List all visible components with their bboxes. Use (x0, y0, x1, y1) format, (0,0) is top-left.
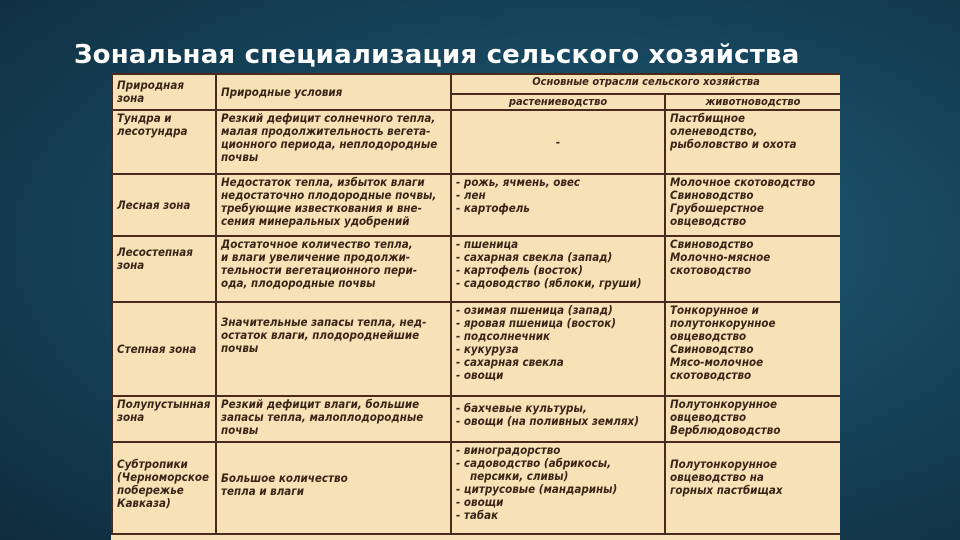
zone-cell (112, 174, 216, 236)
livestock-line: овцеводство на (670, 470, 764, 484)
crop-item: - яровая пшеница (восток) (456, 317, 660, 330)
crop-item: - рожь, ячмень, овес (456, 176, 660, 189)
conditions-line: Резкий дефицит солнечного тепла, (221, 111, 436, 125)
crop-item: - цитрусовые (мандарины) (456, 483, 660, 496)
conditions-line: недостаточно плодородные почвы, (221, 188, 437, 202)
zone-line: зона (117, 410, 145, 424)
crop-item: - пшеница (456, 238, 660, 251)
conditions-line: тепла и влаги (221, 484, 304, 498)
livestock-cell (665, 174, 840, 236)
zone-line: Лесостепная (117, 245, 193, 259)
zone-line: Кавказа) (117, 496, 171, 510)
conditions-cell (216, 396, 451, 442)
conditions-line: остаток влаги, плодороднейшие (221, 328, 420, 342)
livestock-line: овцеводство (670, 214, 747, 228)
header-branches: Основные отрасли сельского хозяйства (451, 74, 840, 94)
crop-item: - садоводство (яблоки, груши) (456, 277, 660, 290)
crop-item: - озимая пшеница (запад) (456, 304, 660, 317)
header-conditions: Природные условия (216, 74, 451, 110)
livestock-line: рыболовство и охота (670, 137, 797, 151)
zone-line: Полупустынная (117, 397, 211, 411)
zone-line: (Черноморское (117, 470, 210, 484)
conditions-cell (216, 442, 451, 534)
livestock-cell (665, 442, 840, 534)
livestock-line: Мясо-молочное (670, 355, 764, 369)
conditions-line: Достаточное количество тепла, (221, 237, 413, 251)
header-livestock: животноводство (665, 94, 840, 110)
zone-line: Субтропики (117, 457, 188, 471)
zone-line: зона (117, 258, 145, 272)
livestock-line: оленеводство, (670, 124, 758, 138)
livestock-line: Полутонкорунное (670, 457, 778, 471)
conditions-cell (216, 110, 451, 174)
crop-item: - подсолнечник (456, 330, 660, 343)
header-zone-line: зона (117, 91, 145, 105)
conditions-cell (216, 236, 451, 302)
conditions-line: требующие известкования и вне- (221, 201, 422, 215)
slide-title: Зональная специализация сельского хозяйства (74, 40, 800, 70)
crop-item: - картофель (456, 202, 660, 215)
crops-cell (451, 302, 665, 396)
zone-line: Лесная зона (117, 197, 191, 212)
livestock-line: горных пастбищах (670, 483, 783, 497)
table-row (112, 442, 840, 534)
conditions-line: малая продолжительность вегета- (221, 124, 431, 138)
conditions-line: ционного периода, неплодородные (221, 137, 438, 151)
crops-cell: - (451, 110, 665, 174)
table-row (112, 110, 840, 174)
zone-cell (112, 396, 216, 442)
crops-cell (451, 442, 665, 534)
conditions-line: ода, плодородные почвы (221, 276, 376, 290)
crop-item: - садоводство (абрикосы, (456, 457, 660, 470)
table-row (112, 174, 840, 236)
livestock-line: скотоводство (670, 263, 752, 277)
livestock-line: овцеводство (670, 329, 747, 343)
crop-item: - сахарная свекла (456, 356, 660, 369)
conditions-cell (216, 302, 451, 396)
crop-item: - виноградорство (456, 444, 660, 457)
conditions-line: почвы (221, 341, 259, 355)
header-zone-line: Природная (117, 78, 184, 92)
zone-line: лесотундра (117, 124, 188, 138)
livestock-line: Полутонкорунное (670, 397, 778, 411)
conditions-line: Недостаток тепла, избыток влаги (221, 175, 425, 189)
livestock-cell (665, 236, 840, 302)
livestock-line: полутонкорунное (670, 316, 776, 330)
crops-cell (451, 236, 665, 302)
zone-cell (112, 236, 216, 302)
zone-line: Степная зона (117, 341, 197, 356)
livestock-line: Верблюдоводство (670, 423, 781, 437)
conditions-line: запасы тепла, малоплодородные (221, 410, 424, 424)
livestock-cell (665, 110, 840, 174)
crop-item: - бахчевые культуры, (456, 402, 660, 415)
header-crops: растениеводство (451, 94, 665, 110)
conditions-line: сения минеральных удобрений (221, 214, 410, 228)
zone-cell (112, 302, 216, 396)
crops-cell (451, 174, 665, 236)
livestock-line: Молочное скотоводство (670, 175, 816, 189)
crop-item: - сахарная свекла (запад) (456, 251, 660, 264)
crop-item: - овощи (456, 369, 660, 382)
conditions-line: тельности вегетационного пери- (221, 263, 418, 277)
table-row (112, 396, 840, 442)
crop-item: - овощи (456, 496, 660, 509)
conditions-line: Большое количество (221, 471, 348, 485)
crop-item: - овощи (на поливных землях) (456, 415, 660, 428)
livestock-line: Молочно-мясное (670, 250, 771, 264)
zone-cell (112, 442, 216, 534)
header-zone (112, 74, 216, 110)
specialization-table (111, 73, 840, 535)
livestock-line: скотоводство (670, 368, 752, 382)
livestock-line: Свиноводство (670, 188, 754, 202)
conditions-line: Резкий дефицит влаги, большие (221, 397, 420, 411)
table-row (112, 236, 840, 302)
crop-item: - табак (456, 509, 660, 522)
conditions-line: почвы (221, 423, 259, 437)
zone-cell (112, 110, 216, 174)
specialization-table-container (111, 73, 840, 540)
conditions-cell (216, 174, 451, 236)
conditions-line: Значительные запасы тепла, нед- (221, 315, 427, 329)
zone-line: побережье (117, 483, 184, 497)
livestock-line: Грубошерстное (670, 201, 764, 215)
livestock-line: Тонкорунное и (670, 303, 759, 317)
crops-cell (451, 396, 665, 442)
livestock-cell (665, 396, 840, 442)
livestock-line: Свиноводство (670, 342, 754, 356)
crop-item: - лен (456, 189, 660, 202)
zone-line: Тундра и (117, 111, 172, 125)
livestock-line: овцеводство (670, 410, 747, 424)
crop-item: - картофель (восток) (456, 264, 660, 277)
conditions-line: и влаги увеличение продолжи- (221, 250, 411, 264)
conditions-line: почвы (221, 150, 259, 164)
livestock-cell (665, 302, 840, 396)
table-row (112, 302, 840, 396)
livestock-line: Свиноводство (670, 237, 754, 251)
livestock-line: Пастбищное (670, 111, 745, 125)
crop-item-continuation: персики, сливы) (470, 469, 569, 483)
crop-item: - кукуруза (456, 343, 660, 356)
